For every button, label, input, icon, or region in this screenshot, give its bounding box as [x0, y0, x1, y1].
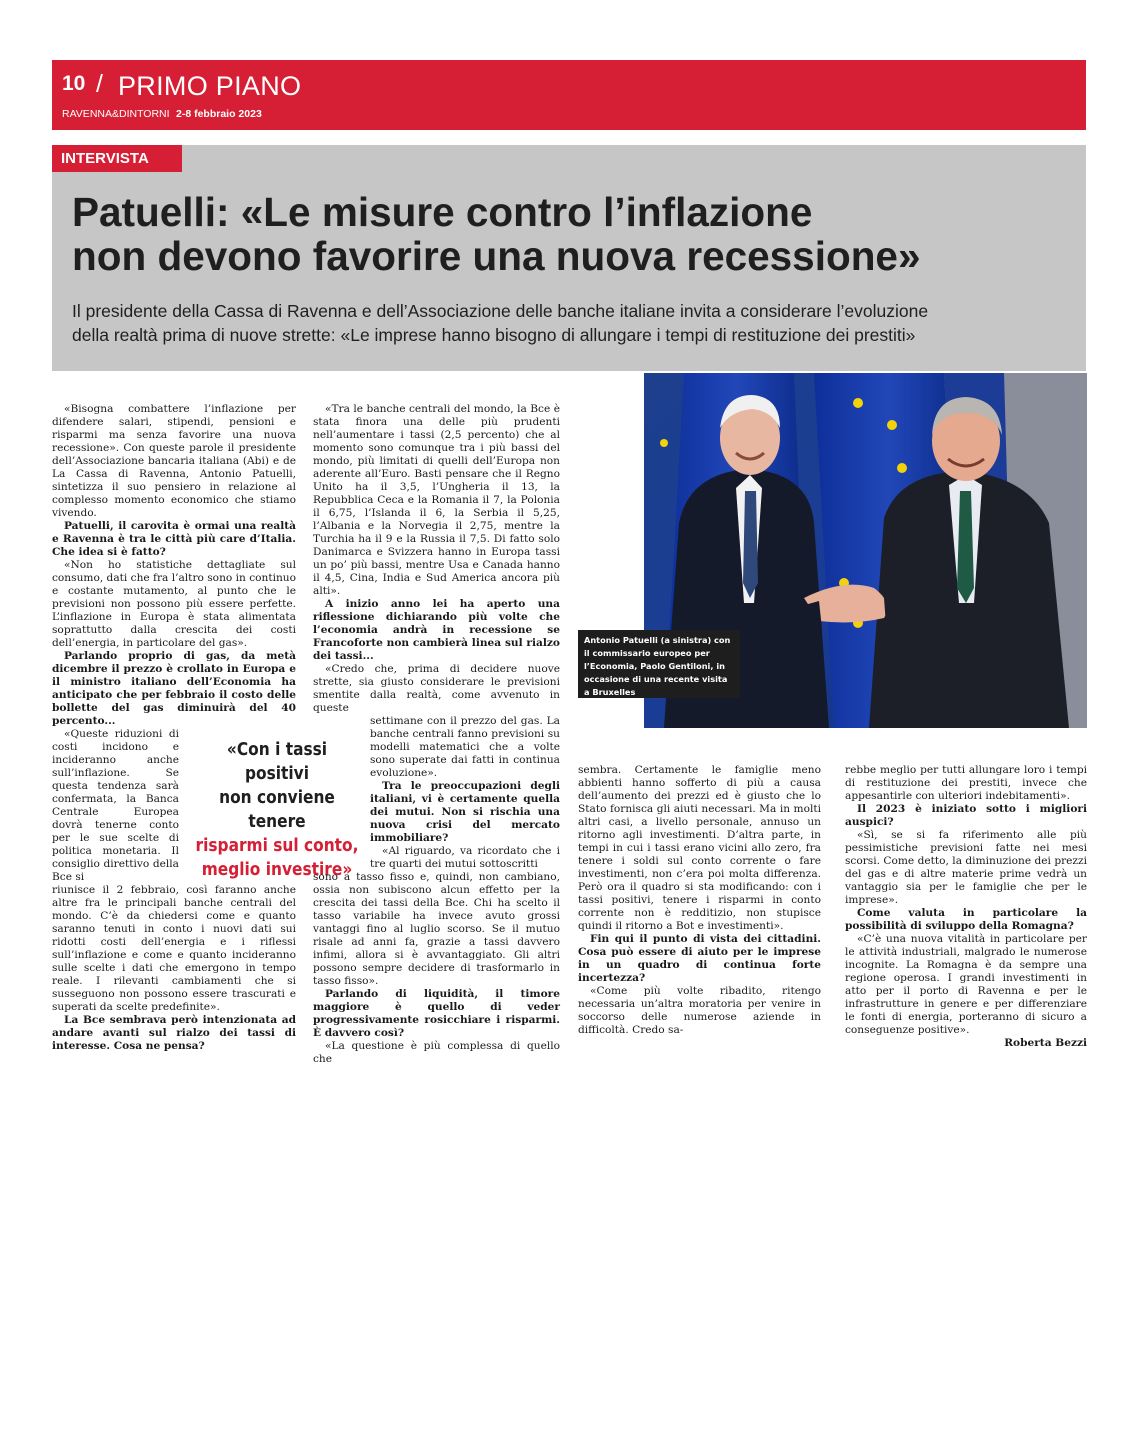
question-paragraph: Come valuta in particolare la possibilità di sviluppo della Romagna?	[845, 907, 1087, 932]
question-paragraph: La Bce sembrava però intenzionata ad andare avanti sul rialzo dei tassi di interesse. Cosa ne pensa?	[52, 1014, 296, 1052]
headline	[72, 190, 1072, 278]
question-paragraph: Parlando di liquidità, il timore maggiore è quello di veder progressivamente rosicchiare i risparmi. È davvero così?	[313, 988, 560, 1039]
answer-paragraph-continued: rebbe meglio per tutti allungare loro i tempi di restituzione dei prestiti, invece che appesantirle con ulteriori indebitamenti».	[845, 764, 1087, 802]
pull-quote-line-3: risparmi sul conto,	[195, 836, 359, 856]
answer-paragraph: «Non ho statistiche dettagliate sul consumo, dati che fra l’altro sono in continuo e costante mutamento, al punto che le previsioni non possono più essere perfette. L’inflazione in Europa è stata alimentata soprattutto dalla crescita dei costi dell’energia, in particolare del gas».	[52, 559, 297, 649]
article-column-2	[313, 403, 560, 1066]
section-title: PRIMO PIANO	[118, 71, 302, 101]
answer-paragraph: «Queste riduzioni di costi incidono e incideranno anche sull’inflazione. Se questa tendenza sarà confermata, la Banca Centrale Europea dovrà tenerne conto per le sue scelte di politica monetaria. Il consiglio direttivo della Bce si	[52, 728, 179, 883]
answer-paragraph: «Tra le banche centrali del mondo, la Bce è stata finora una delle più prudenti nell’aumentare i tassi (2,5 percento) che al momento sono comunque tra i più bassi del mondo, più limitati di quelli dell’Europa non aderente all’Euro. Basti pensare che il Regno Unito ha il 3,5, l’Ungheria il 13, la Repubblica Ceca e la Romania il 7, la Polonia il 6,75, l’Islanda il 6, la Serbia il 5,25, l’Albania e la Norvegia il 2,75, mentre la Turchia ha il 9 e la Russia il 7,5. Di fatto solo Danimarca e Svizzera hanno in Europa tassi un po’ più bassi, mentre Usa e Canada hanno il 4,5, Cina, India e Sud America ancora più alti».	[313, 403, 560, 597]
answer-paragraph-continued: sono a tasso fisso e, quindi, non cambiano, ossia non subiscono alcun effetto per la crescita dei tassi della Bce. Chi ha scelto il tasso variabile ha invece avuto grossi vantaggi fino al luglio scorso. Se il mutuo risale ad anni fa, grazie a tassi davvero infimi, allora si è avvantaggiato. Gli altri possono sempre decidere di trasformarlo in tasso fisso».	[313, 871, 560, 987]
header-separator: /	[96, 70, 103, 98]
answer-paragraph-continued: riunisce il 2 febbraio, così faranno anche altre fra le principali banche centrali del mondo. C’è da chiedersi come e quanto saranno tenuti in conto i nuovi dati sui ridotti costi dell’energia e i riflessi sull’inflazione e come e quanto incideranno sulle scelte i dati che emergono in tempo reale. I rilevanti cambiamenti che si susseguono non possono essere trascurati e superati da scelte predefinite».	[52, 884, 296, 1013]
headline-line-1: Patuelli: «Le misure contro l’inflazione	[72, 189, 813, 235]
photo-caption: Antonio Patuelli (a sinistra) con il commissario europeo per l’Economia, Paolo Gentiloni, in occasione di una recente visita a Bruxelles	[578, 630, 740, 698]
kicker-label: INTERVISTA	[52, 145, 182, 172]
section-header-band	[52, 60, 1086, 130]
answer-paragraph: «Credo che, prima di decidere nuove strette, sia giusto considerare le previsioni smentite dalla realtà, come avvenuto in queste	[313, 663, 560, 714]
question-paragraph: Il 2023 è iniziato sotto i migliori auspici?	[845, 803, 1087, 828]
answer-paragraph-continued: sembra. Certamente le famiglie meno abbienti hanno sofferto di più a causa dell’aumento dei prezzi ed è giusto che lo Stato fornisca gli aiuti necessari. Ma in molti altri casi, a livello personale, annuso un ritorno agli investimenti. D’altra parte, in tempi in cui i tassi erano vicini allo zero, fra tenere i soldi sul conto corrente o fare investimenti, non c’era poi molta differenza. Però ora il quadro si sta modificando: con i tassi positivi, tenere i risparmi in conto corrente non è redditizio, non stupisce quindi il ritorno a Bot e investimenti».	[578, 764, 821, 932]
answer-paragraph: «Al riguardo, va ricordato che i tre quarti dei mutui sottoscritti	[370, 845, 560, 870]
issue-date: 2-8 febbraio 2023	[176, 108, 262, 120]
article-column-1	[52, 403, 296, 1053]
headline-line-2: non devono favorire una nuova recessione»	[72, 233, 921, 279]
question-paragraph: Tra le preoccupazioni degli italiani, vi è certamente quella dei mutui. Non si rischia una nuova crisi del mercato immobiliare?	[370, 780, 560, 844]
answer-paragraph: «Bisogna combattere l’inflazione per difendere salari, stipendi, pensioni e risparmi ma senza favorire una nuova recessione». Con queste parole il presidente dell’Associazione bancaria italiana (Abi) e de La Cassa di Ravenna, Antonio Patuelli, sintetizza il suo pensiero in relazione al complesso momento economico che stiamo vivendo.	[52, 403, 296, 519]
pull-quote-line-4: meglio investire»	[201, 860, 353, 880]
article-column-4	[845, 764, 1087, 1050]
standfirst-line-2: della realtà prima di nuove strette: «Le imprese hanno bisogno di allungare i tempi di restituzione dei prestiti»	[72, 325, 916, 345]
answer-paragraph: «Come più volte ribadito, ritengo necessaria un’altra moratoria per venire in soccorso delle numerose aziende in difficoltà. Credo sa-	[578, 985, 821, 1036]
standfirst-line-1: Il presidente della Cassa di Ravenna e dell’Associazione delle banche italiane invita a considerare l’evoluzione	[72, 301, 929, 321]
standfirst	[72, 299, 1072, 347]
answer-paragraph: «Sì, se si fa riferimento alle più pessimistiche previsioni fatte nei mesi scorsi. Come detto, la diminuzione dei prezzi del gas e di altre materie prime vedrà un vantaggio sia per le famiglie che per le imprese».	[845, 829, 1087, 906]
article-column-3	[578, 764, 821, 1037]
answer-paragraph: «La questione è più complessa di quello che	[313, 1040, 560, 1065]
answer-paragraph: «C’è una nuova vitalità in particolare per le attività industriali, malgrado le numerose incognite. La Romagna è da sempre una regione operosa. I grandi investimenti in atto per il porto di Ravenna e per le infrastrutture in genere e per differenziare le fonti di energia, porteranno di sicuro a conseguenze positive».	[845, 933, 1087, 1036]
publication-name: RAVENNA&DINTORNI	[62, 108, 170, 120]
answer-paragraph-continued: settimane con il prezzo del gas. La banche centrali fanno previsioni su modelli matematici che a volte sono superate dai fatti in continua evoluzione».	[370, 715, 560, 779]
question-paragraph: Patuelli, il carovita è ormai una realtà e Ravenna è tra le città più care d’Italia. Che idea si è fatto?	[52, 520, 296, 558]
author-byline: Roberta Bezzi	[1004, 1037, 1087, 1049]
question-paragraph: Parlando proprio di gas, da metà dicembre il prezzo è crollato in Europa e il ministro italiano dell’Economia ha anticipato che per febbraio il costo delle bollette del gas diminuirà del 40 percento...	[52, 650, 296, 727]
question-paragraph: Fin qui il punto di vista dei cittadini. Cosa può essere di aiuto per le imprese in un quadro di continua forte incertezza?	[578, 933, 821, 984]
pull-quote-line-1: «Con i tassi positivi	[226, 740, 328, 784]
page-number: 10	[62, 72, 86, 95]
pull-quote-line-2: non conviene tenere	[219, 788, 335, 832]
question-paragraph: A inizio anno lei ha aperto una riflessione dichiarando più volte che l’economia andrà in recessione se Francoforte non cambierà linea sul rialzo dei tassi...	[313, 598, 560, 662]
